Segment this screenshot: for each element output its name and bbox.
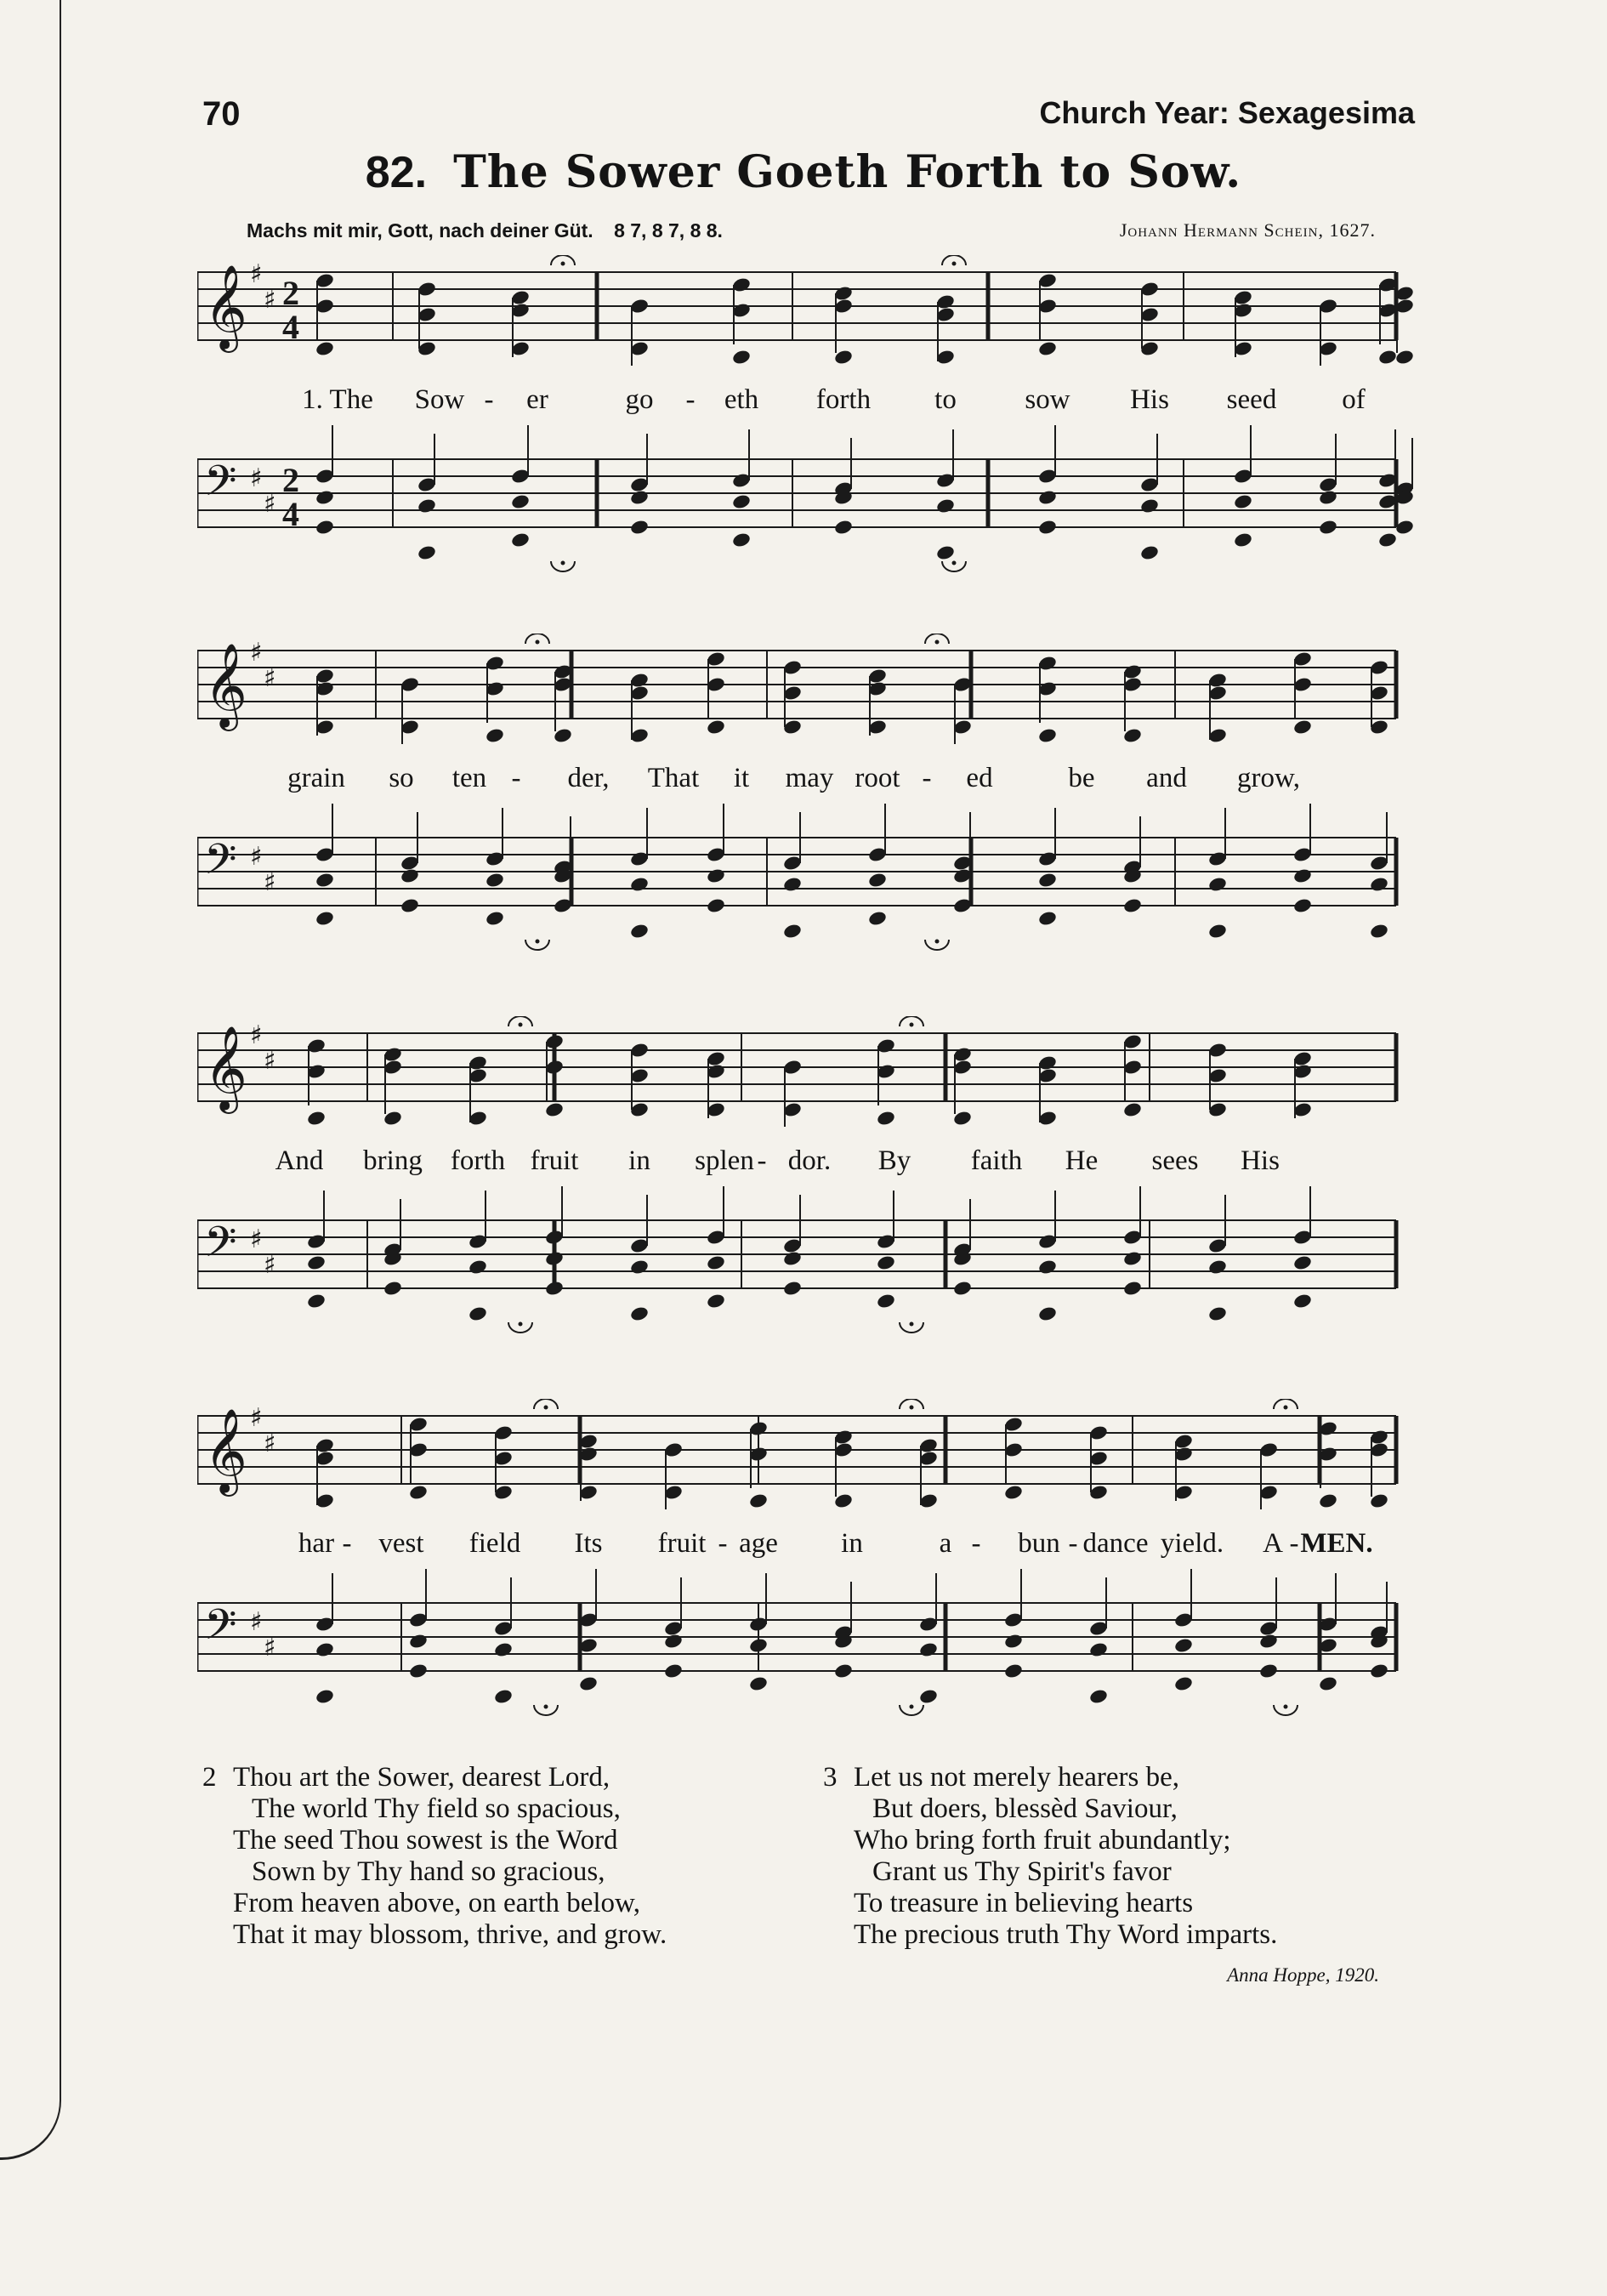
- lyric-syllable: forth: [815, 384, 872, 415]
- fermata-icon: [952, 561, 957, 565]
- lyric-syllable: go: [625, 384, 654, 415]
- note-head: [1173, 1675, 1194, 1692]
- note-head: [306, 1254, 327, 1271]
- note-head: [1207, 876, 1228, 893]
- page-number: 70: [202, 95, 241, 133]
- score-staves: [197, 255, 1422, 612]
- lyric-syllable: fruit: [657, 1528, 707, 1559]
- fermata-icon: [910, 1705, 914, 1709]
- lyric-syllable: seed: [1226, 384, 1277, 415]
- note-head: [1207, 1305, 1228, 1322]
- note-head: [1122, 897, 1143, 914]
- note-head: [1037, 1259, 1058, 1276]
- note-head: [731, 349, 752, 366]
- stanza-line: From heaven above, on earth below,: [233, 1888, 640, 1918]
- bass-clef-icon: 𝄢: [204, 1218, 237, 1277]
- lyric-syllable: -: [971, 1528, 981, 1559]
- fermata-icon: [544, 1406, 548, 1410]
- sharp-icon: ♯: [264, 1046, 276, 1076]
- note-head: [1318, 1675, 1338, 1692]
- note-head: [1377, 531, 1398, 548]
- note-head: [1003, 1484, 1024, 1501]
- note-head: [876, 1293, 896, 1310]
- note-head: [306, 1293, 327, 1310]
- lyric-syllable: sees: [1151, 1145, 1199, 1176]
- treble-clef-icon: 𝄞: [204, 1026, 247, 1111]
- sharp-icon: ♯: [250, 842, 263, 872]
- stanza-number: 3: [823, 1762, 838, 1793]
- note-head: [544, 1101, 565, 1118]
- note-head: [1292, 897, 1313, 914]
- lyric-syllable: MEN.: [1300, 1528, 1373, 1559]
- lyric-syllable: -: [484, 384, 494, 415]
- lyric-syllable: vest: [378, 1528, 424, 1559]
- note-head: [315, 340, 335, 357]
- note-head: [1369, 923, 1389, 940]
- stanza-line: The world Thy field so spacious,: [252, 1793, 621, 1824]
- sharp-icon: ♯: [250, 259, 263, 289]
- note-head: [706, 1293, 726, 1310]
- bass-clef-icon: 𝄢: [204, 457, 237, 516]
- note-head: [706, 897, 726, 914]
- lyric-syllable: -: [1289, 1528, 1299, 1559]
- note-head: [782, 923, 803, 940]
- lyric-syllable: bring: [363, 1145, 423, 1176]
- note-head: [1122, 1280, 1143, 1297]
- lyric-syllable: so: [389, 763, 414, 793]
- time-signature: 2: [282, 461, 299, 499]
- note-head: [935, 544, 956, 561]
- note-head: [629, 489, 650, 506]
- sharp-icon: ♯: [264, 1429, 276, 1458]
- note-head: [1122, 1250, 1143, 1267]
- note-head: [315, 489, 335, 506]
- lyric-syllable: ed: [966, 763, 993, 793]
- sharp-icon: ♯: [250, 463, 263, 493]
- note-head: [1233, 531, 1253, 548]
- lyric-syllable: 1. The: [302, 384, 373, 415]
- note-head: [706, 719, 726, 736]
- stanza-number: 2: [202, 1762, 217, 1793]
- lyric-syllable: -: [718, 1528, 728, 1559]
- note-head: [731, 531, 752, 548]
- note-head: [629, 923, 650, 940]
- note-head: [748, 1637, 769, 1654]
- note-head: [629, 519, 650, 536]
- lyric-syllable: ten: [451, 763, 487, 793]
- lyric-syllable: a: [939, 1528, 952, 1559]
- note-head: [315, 1641, 335, 1658]
- music-system-2: [197, 634, 1422, 991]
- note-head: [706, 867, 726, 884]
- sharp-icon: ♯: [264, 663, 276, 693]
- note-head: [306, 1110, 327, 1127]
- note-head: [1037, 872, 1058, 889]
- lyric-syllable: -: [757, 1145, 767, 1176]
- lyric-syllable: -: [685, 384, 696, 415]
- lyric-syllable: it: [733, 763, 750, 793]
- fermata-icon: [519, 1322, 523, 1327]
- note-head: [493, 1641, 514, 1658]
- note-head: [782, 1250, 803, 1267]
- note-head: [1369, 876, 1389, 893]
- stanza-line: The precious truth Thy Word imparts.: [854, 1919, 1278, 1950]
- note-head: [315, 519, 335, 536]
- stanza-line: Who bring forth fruit abundantly;: [854, 1825, 1231, 1856]
- lyric-syllable: His: [1241, 1145, 1280, 1176]
- lyric-syllable: -: [511, 763, 521, 793]
- note-head: [485, 910, 505, 927]
- fermata-icon: [519, 1023, 523, 1027]
- note-head: [1318, 519, 1338, 536]
- note-head: [1318, 1492, 1338, 1509]
- fermata-icon: [1284, 1705, 1288, 1709]
- note-head: [1369, 1662, 1389, 1679]
- note-head: [383, 1280, 403, 1297]
- bass-clef-icon: 𝄢: [204, 835, 237, 895]
- lyric-syllable: dor.: [787, 1145, 832, 1176]
- sharp-icon: ♯: [264, 1250, 276, 1280]
- treble-clef-icon: 𝄞: [204, 643, 247, 728]
- note-head: [1037, 910, 1058, 927]
- lyric-syllable: eth: [724, 384, 759, 415]
- lyric-syllable: and: [1146, 763, 1187, 793]
- lyric-syllable: be: [1068, 763, 1095, 793]
- stanza-line: 3 Let us not merely hearers be,: [823, 1762, 1180, 1793]
- score-staves: [197, 1399, 1422, 1756]
- time-signature: 2: [282, 274, 299, 312]
- tune-meter: 8 7, 8 7, 8 8.: [614, 219, 723, 242]
- stanza-line: That it may blossom, thrive, and grow.: [233, 1919, 667, 1950]
- hymn-number: 82.: [365, 148, 428, 197]
- fermata-icon: [952, 262, 957, 266]
- note-head: [408, 1662, 429, 1679]
- note-head: [1292, 1254, 1313, 1271]
- note-head: [493, 1688, 514, 1705]
- lyric-syllable: yield.: [1160, 1528, 1224, 1559]
- lyric-syllable: age: [739, 1528, 778, 1559]
- fermata-icon: [910, 1406, 914, 1410]
- lyric-syllable: faith: [970, 1145, 1023, 1176]
- lyric-syllable: har: [298, 1528, 335, 1559]
- fermata-icon: [544, 1705, 548, 1709]
- lyric-syllable: fruit: [530, 1145, 579, 1176]
- note-head: [485, 872, 505, 889]
- note-head: [417, 544, 437, 561]
- lyric-syllable: By: [877, 1145, 911, 1176]
- note-head: [1003, 1662, 1024, 1679]
- lyric-syllable: Its: [574, 1528, 603, 1559]
- note-head: [1318, 489, 1338, 506]
- note-head: [629, 1259, 650, 1276]
- note-head: [417, 497, 437, 514]
- note-head: [1292, 867, 1313, 884]
- lyric-syllable: And: [275, 1145, 324, 1176]
- sharp-icon: ♯: [250, 638, 263, 668]
- score-staves: [197, 1016, 1422, 1373]
- note-head: [1003, 1633, 1024, 1650]
- note-head: [400, 867, 420, 884]
- lyric-syllable: field: [468, 1528, 521, 1559]
- note-head: [1037, 519, 1058, 536]
- treble-clef-icon: 𝄞: [204, 264, 247, 350]
- lyric-syllable: sow: [1025, 384, 1070, 415]
- fermata-icon: [935, 640, 940, 645]
- sharp-icon: ♯: [250, 1020, 263, 1050]
- text-attribution: Anna Hoppe, 1920.: [1227, 1964, 1379, 1986]
- lyric-syllable: may: [785, 763, 834, 793]
- note-head: [663, 1633, 684, 1650]
- stanza-2: [202, 1762, 667, 1951]
- sharp-icon: ♯: [264, 489, 276, 519]
- note-head: [918, 1688, 939, 1705]
- lyric-syllable: er: [526, 384, 548, 415]
- stanza-3: [823, 1762, 1277, 1951]
- stanza-line: To treasure in believing hearts: [854, 1888, 1194, 1918]
- note-head: [748, 1492, 769, 1509]
- lyric-syllable: der,: [567, 763, 610, 793]
- note-head: [1088, 1688, 1109, 1705]
- stanza-line: The seed Thou sowest is the Word: [233, 1825, 618, 1856]
- fermata-icon: [935, 940, 940, 944]
- fermata-icon: [561, 561, 565, 565]
- page-binding-edge: [0, 0, 61, 2160]
- bass-clef-icon: 𝄢: [204, 1600, 237, 1660]
- note-head: [1292, 719, 1313, 736]
- note-head: [1088, 1641, 1109, 1658]
- stanza-line: Sown by Thy hand so gracious,: [252, 1856, 605, 1887]
- note-head: [408, 1633, 429, 1650]
- note-head: [485, 727, 505, 744]
- running-head: Church Year: Sexagesima: [1039, 95, 1415, 130]
- sharp-icon: ♯: [250, 1607, 263, 1637]
- music-system-3: [197, 1016, 1422, 1373]
- stanza-line: 2 Thou art the Sower, dearest Lord,: [202, 1762, 610, 1793]
- note-head: [1139, 544, 1160, 561]
- treble-clef-icon: 𝄞: [204, 1408, 247, 1493]
- note-head: [748, 1675, 769, 1692]
- music-system-1: [197, 255, 1422, 612]
- note-head: [876, 1254, 896, 1271]
- sharp-icon: ♯: [264, 285, 276, 315]
- note-head: [400, 897, 420, 914]
- note-head: [833, 1662, 854, 1679]
- stanza-line: But doers, blessèd Saviour,: [872, 1793, 1178, 1824]
- lyric-syllable: grow,: [1237, 763, 1300, 793]
- lyric-syllable: grain: [287, 763, 345, 793]
- note-head: [1377, 349, 1398, 366]
- note-head: [468, 1259, 488, 1276]
- note-head: [315, 1688, 335, 1705]
- note-head: [1207, 1259, 1228, 1276]
- note-head: [468, 1305, 488, 1322]
- sharp-icon: ♯: [250, 1225, 263, 1254]
- lyric-syllable: -: [922, 763, 932, 793]
- note-head: [867, 910, 888, 927]
- lyric-syllable: forth: [450, 1145, 506, 1176]
- note-head: [1037, 489, 1058, 506]
- fermata-icon: [910, 1023, 914, 1027]
- music-system-4: [197, 1399, 1422, 1756]
- tune-info: [247, 219, 723, 242]
- sharp-icon: ♯: [264, 867, 276, 897]
- lyric-syllable: -: [342, 1528, 352, 1559]
- note-head: [544, 1250, 565, 1267]
- note-head: [629, 876, 650, 893]
- lyric-syllable: root: [855, 763, 900, 793]
- note-head: [408, 1484, 429, 1501]
- note-head: [1037, 340, 1058, 357]
- note-head: [782, 876, 803, 893]
- lyric-syllable: in: [841, 1528, 863, 1559]
- hymn-title: [0, 146, 1607, 198]
- note-head: [1292, 1293, 1313, 1310]
- lyric-syllable: in: [628, 1145, 650, 1176]
- hymn-name: The Sower Goeth Forth to Sow.: [453, 146, 1242, 198]
- note-head: [935, 497, 956, 514]
- note-head: [544, 1280, 565, 1297]
- note-head: [629, 1305, 650, 1322]
- lyric-syllable: He: [1065, 1145, 1099, 1176]
- note-head: [706, 1254, 726, 1271]
- lyric-syllable: to: [934, 384, 957, 415]
- note-head: [1037, 1305, 1058, 1322]
- lyric-syllable: dance: [1082, 1528, 1149, 1559]
- fermata-icon: [910, 1322, 914, 1327]
- note-head: [315, 872, 335, 889]
- note-head: [510, 531, 531, 548]
- time-signature: 4: [282, 495, 299, 533]
- lyric-syllable: Sow: [414, 384, 465, 415]
- fermata-icon: [561, 262, 565, 266]
- fermata-icon: [536, 940, 540, 944]
- note-head: [782, 1280, 803, 1297]
- note-head: [918, 1641, 939, 1658]
- lyric-syllable: That: [647, 763, 700, 793]
- lyric-syllable: of: [1342, 384, 1366, 415]
- fermata-icon: [1284, 1406, 1288, 1410]
- time-signature: 4: [282, 308, 299, 346]
- note-head: [867, 872, 888, 889]
- lyric-syllable: -: [1068, 1528, 1078, 1559]
- note-head: [1037, 727, 1058, 744]
- note-head: [876, 1110, 896, 1127]
- note-head: [1122, 1101, 1143, 1118]
- note-head: [1207, 923, 1228, 940]
- note-head: [952, 1280, 973, 1297]
- lyric-syllable: A: [1263, 1528, 1283, 1559]
- composer-credit: Johann Hermann Schein, 1627.: [1119, 219, 1376, 241]
- tune-name: Machs mit mir, Gott, nach deiner Güt.: [247, 219, 593, 242]
- note-head: [1258, 1633, 1279, 1650]
- note-head: [578, 1675, 599, 1692]
- note-head: [315, 910, 335, 927]
- note-head: [1258, 1662, 1279, 1679]
- lyric-syllable: bun: [1018, 1528, 1060, 1559]
- note-head: [1173, 1637, 1194, 1654]
- lyric-syllable: His: [1130, 384, 1169, 415]
- note-head: [663, 1662, 684, 1679]
- sharp-icon: ♯: [250, 1403, 263, 1433]
- lyric-syllable: splen: [695, 1145, 754, 1176]
- stanza-line: Grant us Thy Spirit's favor: [872, 1856, 1172, 1887]
- note-head: [1139, 497, 1160, 514]
- note-head: [510, 493, 531, 510]
- sharp-icon: ♯: [264, 1633, 276, 1662]
- score-staves: [197, 634, 1422, 991]
- note-head: [731, 493, 752, 510]
- fermata-icon: [536, 640, 540, 645]
- note-head: [1233, 493, 1253, 510]
- note-head: [833, 519, 854, 536]
